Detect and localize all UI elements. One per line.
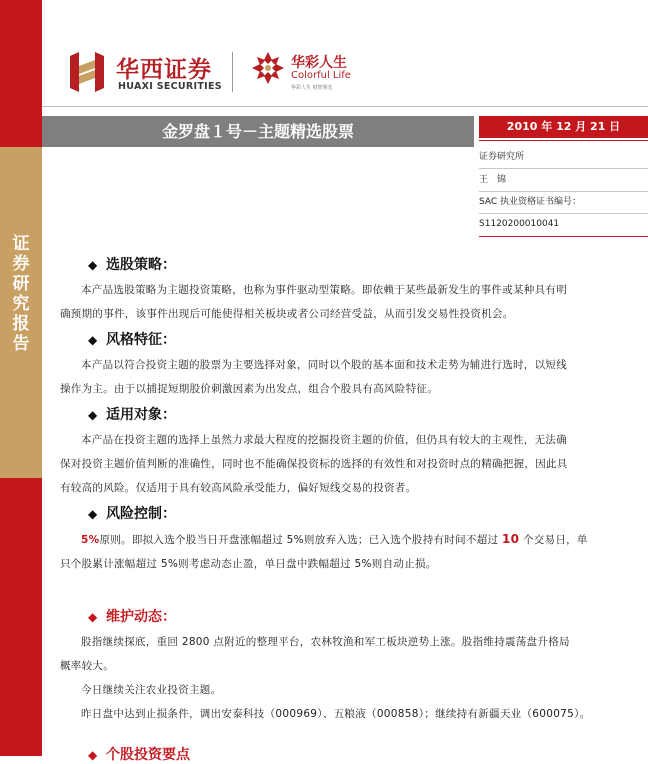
brand-name-cn: 华西证券	[116, 57, 212, 83]
sidebar-bottom-band	[0, 478, 42, 756]
diamond-bullet-icon: ◆	[88, 610, 98, 624]
section-style-text: 本产品以符合投资主题的股票为主要选择对象，同时以个股的基本面和技术走势为辅进行选时，以短线 操作为主。由于以捕捉短期股价刺激因素为出发点，组合个股具有高风险特征。	[60, 359, 567, 395]
section-heading-risk: ◆ 风险控制：	[88, 506, 176, 522]
date-underline	[479, 140, 648, 141]
info-cert-label: SAC 执业资格证书编号：	[479, 197, 582, 207]
report-title: 金罗盘１号－主题精选股票	[42, 116, 474, 147]
section-strategy-text: 本产品选股策略为主题投资策略，也称为事件驱动型策略。即依赖于某些最新发生的事件或某种具有明 确预期的事件，该事件出现后可能使得相关板块或者公司经营受益，从而引发交易性投资机会。	[60, 284, 567, 320]
diamond-bullet-icon: ◆	[88, 507, 98, 521]
info-author: 王 锦	[479, 175, 507, 185]
diamond-bullet-icon: ◆	[88, 748, 98, 762]
section-heading-updates: ◆ 维护动态：	[88, 609, 176, 625]
huaxi-logo-icon	[70, 52, 104, 92]
section-heading-strategy: ◆ 选股策略：	[88, 257, 176, 273]
section-updates-text: 股指继续探底，重回 2800 点附近的整理平台，农林牧渔和军工板块逆势上涨。股指维持震荡盘升格局 概率较大。 今日继续关注农业投资主题。 昨日盘中达到止损条件，调出安泰科技（000969）、五粮液（000858）；继续持有新疆天业（600075）。	[60, 636, 591, 720]
logo-divider	[232, 52, 233, 92]
section-risk-text: 5%原则。即拟入选个股当日开盘涨幅超过 5%则放弃入选；已入选个股持有时间不超过 10 个交易日，单 只个股累计涨幅超过 5%则考虑动态止盈，单日盘中跌幅超过 5%则自动止损。	[60, 532, 588, 570]
section-heading-audience: ◆ 适用对象：	[88, 407, 176, 423]
diamond-bullet-icon: ◆	[88, 258, 98, 272]
colorful-life-logo-icon	[250, 50, 286, 86]
info-cert-no: S1120200010041	[479, 219, 560, 229]
section-heading-stock-points: ◆ 个股投资要点	[88, 747, 190, 763]
info-bottom-rule	[479, 236, 648, 237]
header-rule	[42, 106, 648, 107]
brand-name-en: HUAXI SECURITIES	[118, 81, 222, 92]
partner-name-cn: 华彩人生	[291, 55, 347, 71]
diamond-bullet-icon: ◆	[88, 333, 98, 347]
diamond-bullet-icon: ◆	[88, 408, 98, 422]
sidebar-top-band	[0, 0, 42, 147]
partner-slogan: 华彩人生 财智领先	[291, 85, 333, 91]
partner-name-en: Colorful Life	[291, 70, 351, 81]
section-audience-text: 本产品在投资主题的选择上虽然力求最大程度的挖掘投资主题的价值，但仍具有较大的主观性，无法确 保对投资主题价值判断的准确性，同时也不能确保投资标的选择的有效性和对投资时点的精确把握，因此具 有较高的风险。仅适用于具有较高风险承受能力，偏好短线交易的投资者。	[60, 434, 568, 494]
section-heading-style: ◆ 风格特征：	[88, 332, 176, 348]
sidebar-label: 证券研究报告	[12, 234, 30, 354]
info-dept: 证券研究所	[479, 152, 525, 162]
report-date: 2010 年 12 月 21 日	[479, 116, 648, 138]
